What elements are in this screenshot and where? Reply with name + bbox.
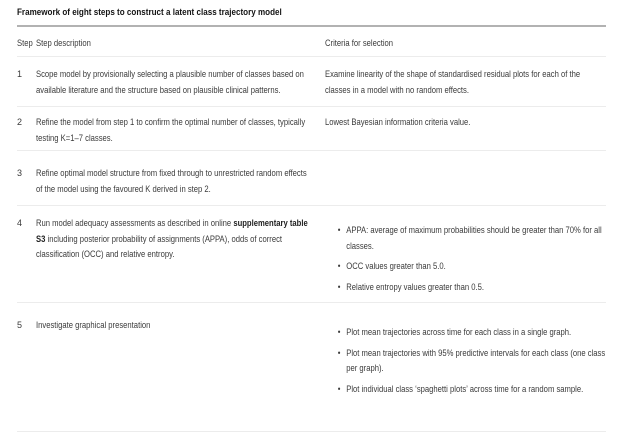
step-number-cell: 4 bbox=[17, 218, 23, 228]
criteria-cell bbox=[325, 166, 606, 197]
step-description-cell: Scope model by provisionally selecting a plausible number of classes based on available literature and the structure based on plausible clinical patterns. bbox=[36, 69, 304, 95]
step-description-cell bbox=[36, 216, 325, 295]
table-row bbox=[17, 303, 606, 432]
criteria-bullet: • APPA: average of maximum probabilities should be greater than 70% for all classes. bbox=[346, 223, 606, 254]
criteria-cell: Lowest Bayesian information criteria value. bbox=[325, 117, 471, 127]
criteria-bullet: • Plot mean trajectories across time for each class in a single graph. bbox=[346, 325, 606, 341]
column-header-criteria: Criteria for selection bbox=[325, 38, 394, 48]
criteria-cell bbox=[325, 318, 606, 427]
table-row bbox=[17, 206, 606, 303]
table-title: Framework of eight steps to construct a latent class trajectory model bbox=[17, 7, 282, 18]
step-number-cell: 5 bbox=[17, 320, 23, 330]
step-description-cell: Refine the model from step 1 to confirm the optimal number of classes, typically testing K=1–7 classes. bbox=[36, 117, 306, 143]
criteria-bullet-list bbox=[325, 223, 606, 295]
column-header-step: Step bbox=[17, 38, 33, 48]
step-description-cell: Investigate graphical presentation bbox=[36, 320, 151, 330]
step-number-cell: 2 bbox=[17, 117, 23, 127]
column-header-step-description: Step description bbox=[36, 38, 91, 48]
table-row bbox=[17, 107, 606, 151]
criteria-bullet: • Relative entropy values greater than 0.5. bbox=[346, 280, 606, 296]
criteria-cell: Examine linearity of the shape of standardised residual plots for each of the classes in a model with no random effects. bbox=[325, 69, 581, 95]
step-number-cell: 3 bbox=[17, 168, 23, 178]
table-row bbox=[17, 57, 606, 107]
step-number-cell: 1 bbox=[17, 69, 23, 79]
criteria-bullet: • OCC values greater than 5.0. bbox=[346, 259, 606, 275]
description-text: Run model adequacy assessments as described in online bbox=[36, 218, 234, 228]
description-text: including posterior probability of assignments (APPA), odds of correct classification (OCC) and relative entropy. bbox=[36, 233, 283, 259]
criteria-bullet-list bbox=[325, 325, 606, 397]
table-header-row bbox=[17, 27, 606, 57]
framework-table bbox=[17, 0, 606, 432]
criteria-cell bbox=[325, 216, 606, 295]
step-description-cell: Refine optimal model structure from fixed through to unrestricted random effects of the model using the favoured K derived in step 2. bbox=[36, 168, 307, 194]
criteria-bullet: • Plot mean trajectories with 95% predictive intervals for each class (one class per graph). bbox=[346, 346, 606, 377]
criteria-bullet: • Plot individual class ‘spaghetti plots’ across time for a random sample. bbox=[346, 382, 606, 398]
supplementary-table-reference: supplementary table S3 bbox=[36, 218, 308, 244]
table-row bbox=[17, 151, 606, 206]
